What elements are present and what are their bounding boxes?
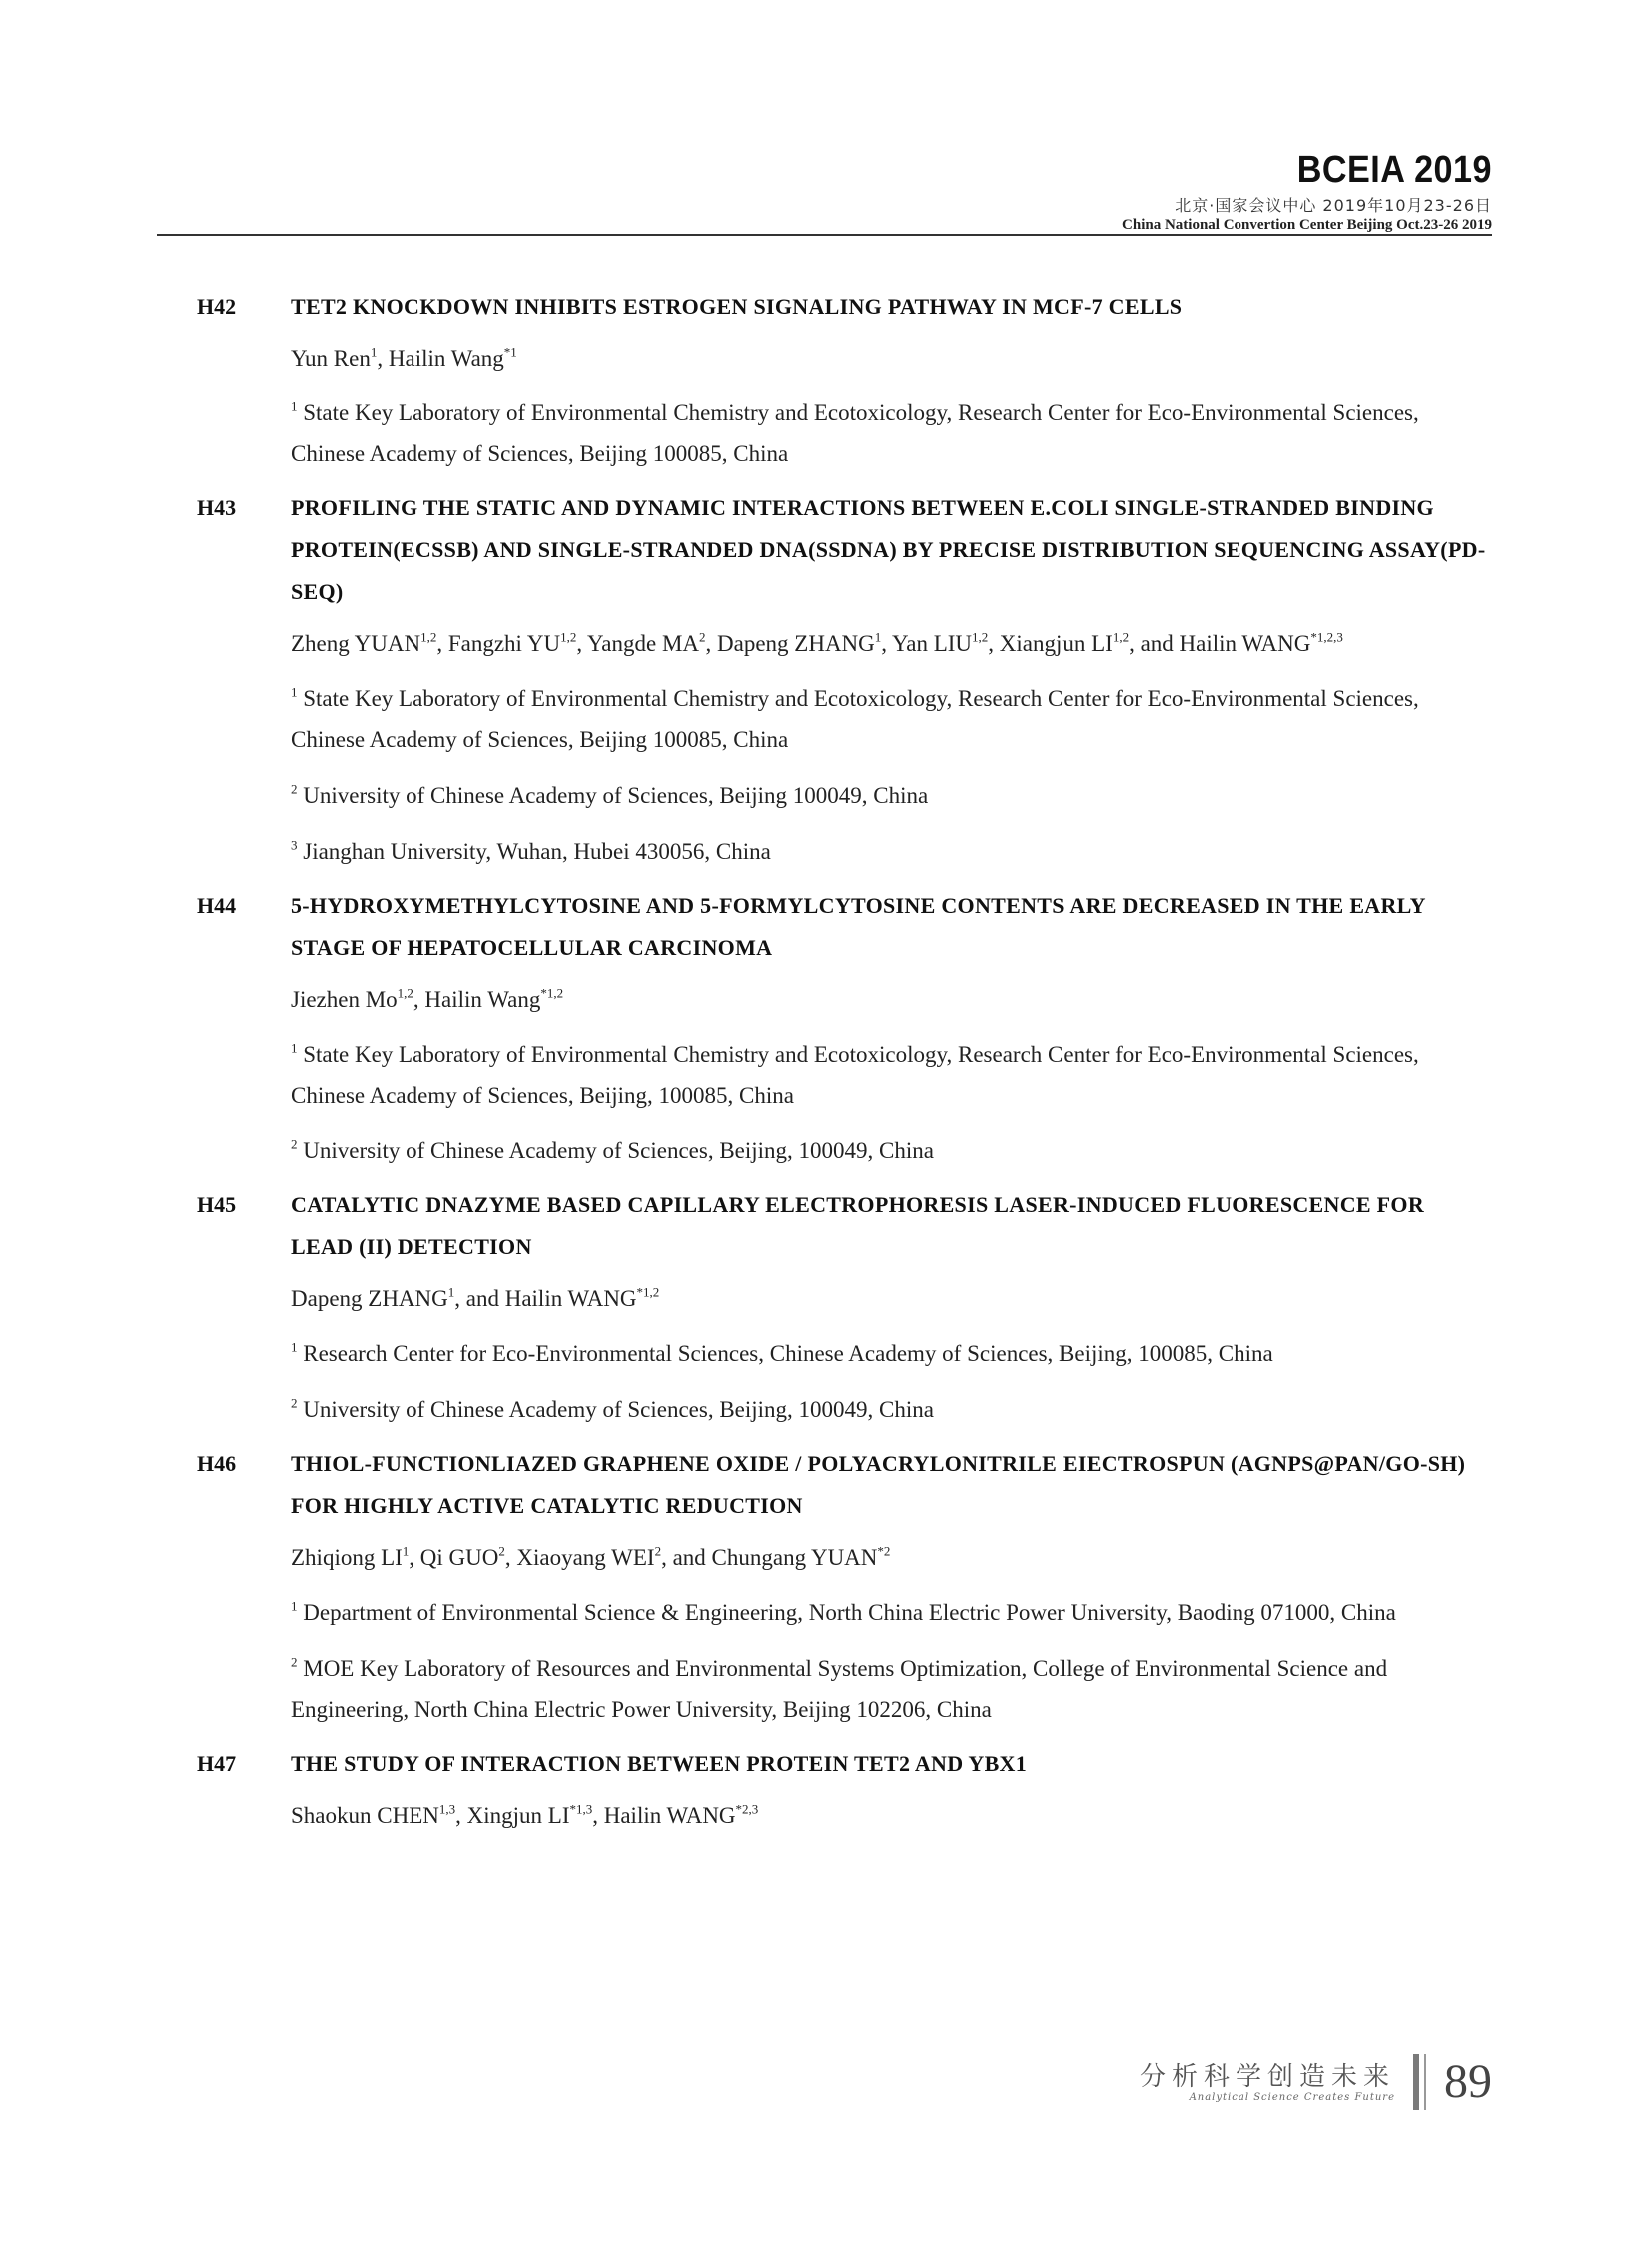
author-affiliation-mark: *1,3	[569, 1801, 593, 1817]
venue-chinese: 北京·国家会议中心 2019年10月23-26日	[1175, 196, 1492, 215]
affiliation	[291, 1130, 1492, 1171]
affiliation-number: 1	[291, 684, 298, 700]
affiliation	[291, 1648, 1492, 1730]
author-affiliation-mark: *1	[503, 344, 517, 360]
author-name: Yun Ren	[291, 346, 371, 371]
abstract-title: 5-HYDROXYMETHYLCYTOSINE AND 5-FORMYLCYTOSINE CONTENTS ARE DECREASED IN THE EARLY STAGE OF HEPATOCELLULAR CARCINOMA	[291, 893, 1426, 960]
author-affiliation-mark: 2	[699, 629, 706, 645]
author-affiliation-mark: 1,2	[420, 629, 437, 645]
author-name: and Hailin WANG	[465, 1286, 637, 1311]
abstract-list	[197, 286, 1492, 1850]
affiliation-number: 1	[291, 1040, 298, 1056]
abstract-title: TET2 KNOCKDOWN INHIBITS ESTROGEN SIGNALING PATHWAY IN MCF-7 CELLS	[291, 294, 1183, 319]
author-affiliation-mark: 2	[498, 1543, 505, 1559]
author-name: Hailin Wang	[388, 346, 504, 371]
author-affiliation-mark: *2,3	[735, 1801, 759, 1817]
affiliation	[291, 392, 1492, 474]
divider-bar-thin	[1424, 2054, 1426, 2110]
author-affiliation-mark: 1,2	[1112, 629, 1130, 645]
affiliation-number: 2	[291, 1654, 298, 1670]
author-name: Zhiqiong LI	[291, 1545, 403, 1570]
author-name: Zheng YUAN	[291, 631, 421, 656]
conference-brand: BCEIA 2019	[1296, 149, 1492, 191]
affiliation	[291, 1592, 1492, 1633]
author-affiliation-mark: *1,2	[540, 985, 564, 1001]
affiliation-number: 2	[291, 1136, 298, 1152]
abstract-title: CATALYTIC DNAZYME BASED CAPILLARY ELECTROPHORESIS LASER-INDUCED FLUORESCENCE FOR LEAD (II) DETECTION	[291, 1192, 1425, 1259]
slogan-english: Analytical Science Creates Future	[1189, 2091, 1395, 2103]
affiliation-text: Research Center for Eco-Environmental Sciences, Chinese Academy of Sciences, Beijing, 100085, China	[303, 1341, 1273, 1366]
author-affiliation-mark: 1,2	[397, 985, 413, 1001]
author-affiliation-mark: 1	[370, 344, 378, 360]
abstract-entry	[197, 286, 1492, 474]
abstract-title: PROFILING THE STATIC AND DYNAMIC INTERACTIONS BETWEEN E.COLI SINGLE-STRANDED BINDING PROTEIN(ECSSB) AND SINGLE-STRANDED DNA(SSDNA) BY PRECISE DISTRIBUTION SEQUENCING ASSAY(PD-SEQ)	[291, 495, 1486, 604]
affiliation	[291, 775, 1492, 816]
author-affiliation-mark: *2	[877, 1543, 891, 1559]
abstract-entry	[197, 487, 1492, 872]
author-list: Zheng YUAN$^{1,2}$, Fangzhi YU$^{1,2}$, Yangde $MA^2$, Dapeng ZHANG$^1$, Yan LIU$^{1,2}$, Xiangjun LI$^{1,2}$, and Hailin WANG$^{*1,2,3}$	[291, 629, 1343, 656]
abstract-id: H47	[197, 1751, 237, 1776]
author-name: and Chungang YUAN	[672, 1545, 878, 1570]
affiliation-text: MOE Key Laboratory of Resources and Environmental Systems Optimization, College of Environmental Science and Engineering, North China Electric Power University, Beijing 102206, China	[291, 1656, 1388, 1722]
affiliation-number: 1	[291, 398, 298, 414]
author-name: Dapeng ZHANG	[291, 1286, 448, 1311]
author-affiliation-mark: 1	[402, 1543, 410, 1559]
abstract-title: THE STUDY OF INTERACTION BETWEEN PROTEIN TET2 AND YBX1	[291, 1751, 1028, 1776]
abstract-id: H44	[197, 893, 237, 918]
author-list: Zhiqiong $LI^1$, Qi GUO$^2$, Xiaoyang WEI$^2$, and Chungang YUAN$^{*2}$	[291, 1543, 891, 1570]
author-list: Dapeng ZHANG$^1$, and Hailin WANG$^{*1,2}$	[291, 1284, 660, 1311]
author-name: Qi GUO	[419, 1545, 499, 1570]
author-list: Jiezhen Mo$^{1,2}$, Hailin Wang$^{*1,2}$	[291, 985, 564, 1012]
author-name: Jiezhen Mo	[291, 987, 398, 1012]
author-affiliation-mark: 1	[874, 629, 882, 645]
abstract-entry	[197, 1743, 1492, 1836]
author-affiliation-mark: 1,2	[560, 629, 577, 645]
author-affiliation-mark: 1,2	[972, 629, 989, 645]
page-number: 89	[1444, 2055, 1492, 2108]
author-affiliation-mark: 2	[654, 1543, 662, 1559]
abstract-id: H43	[197, 495, 237, 520]
author-name: Hailin WANG	[603, 1803, 736, 1828]
affiliation-number: 1	[291, 1598, 298, 1614]
author-name: Shaokun CHEN	[291, 1803, 439, 1828]
affiliation	[291, 1333, 1492, 1374]
affiliation	[291, 1389, 1492, 1430]
author-affiliation-mark: *1,2	[636, 1284, 660, 1300]
author-affiliation-mark: *1,2,3	[1310, 629, 1343, 645]
affiliation-text: Department of Environmental Science & Engineering, North China Electric Power University, Baoding 071000, China	[303, 1600, 1396, 1625]
affiliation-text: University of Chinese Academy of Sciences, Beijing 100049, China	[303, 783, 929, 808]
affiliation-text: State Key Laboratory of Environmental Chemistry and Ecotoxicology, Research Center for Eco-Environmental Sciences, Chinese Academy of Sciences, Beijing 100085, China	[291, 400, 1419, 466]
abstract-id: H46	[197, 1451, 237, 1476]
abstract-id: H42	[197, 294, 237, 319]
author-name: Fangzhi YU	[447, 631, 561, 656]
author-name: Xiangjun LI	[999, 631, 1113, 656]
affiliation	[291, 831, 1492, 872]
author-affiliation-mark: 1,3	[438, 1801, 456, 1817]
affiliation	[291, 678, 1492, 760]
author-name: Yan LIU	[891, 631, 973, 656]
author-name: and Hailin WANG	[1140, 631, 1311, 656]
author-name: Xingjun LI	[466, 1803, 570, 1828]
affiliation-number: 1	[291, 1339, 298, 1355]
abstract-id: H45	[197, 1192, 237, 1217]
abstract-entry	[197, 885, 1492, 1171]
author-affiliation-mark: 1	[447, 1284, 455, 1300]
abstract-entry	[197, 1443, 1492, 1730]
divider-bar-thick	[1413, 2054, 1419, 2110]
page-footer	[1140, 2047, 1492, 2117]
affiliation-number: 2	[291, 781, 298, 797]
affiliation-text: State Key Laboratory of Environmental Chemistry and Ecotoxicology, Research Center for Eco-Environmental Sciences, Chinese Academy of Sciences, Beijing 100085, China	[291, 686, 1419, 752]
slogan-chinese: 分析科学创造未来	[1139, 2061, 1395, 2092]
header-divider	[157, 234, 1492, 236]
footer-slogan	[1140, 2062, 1395, 2103]
author-list: Shaokun CHEN$^{1,3}$, Xingjun LI$^{*1,3}$, Hailin WANG$^{*2,3}$	[291, 1801, 759, 1828]
footer-divider-bars	[1413, 2054, 1426, 2110]
affiliation	[291, 1034, 1492, 1116]
affiliation-text: University of Chinese Academy of Sciences, Beijing, 100049, China	[303, 1397, 934, 1422]
author-name: Yangde MA	[586, 631, 700, 656]
affiliation-text: University of Chinese Academy of Sciences, Beijing, 100049, China	[303, 1138, 934, 1163]
venue-english: China National Convertion Center Beijing Oct.23-26 2019	[1122, 217, 1492, 233]
author-name: Dapeng ZHANG	[717, 631, 875, 656]
abstract-entry	[197, 1184, 1492, 1430]
author-list: Yun Ren$^1$, Hailin Wang$^{*1}$	[291, 344, 517, 371]
affiliation-number: 3	[291, 837, 298, 853]
author-name: Xiaoyang WEI	[516, 1545, 655, 1570]
affiliation-text: State Key Laboratory of Environmental Chemistry and Ecotoxicology, Research Center for Eco-Environmental Sciences, Chinese Academy of Sciences, Beijing, 100085, China	[291, 1042, 1419, 1108]
affiliation-number: 2	[291, 1395, 298, 1411]
affiliation-text: Jianghan University, Wuhan, Hubei 430056, China	[303, 839, 771, 864]
abstract-title: THIOL-FUNCTIONLIAZED GRAPHENE OXIDE / POLYACRYLONITRILE EIECTROSPUN (AGNPS@PAN/GO-SH) FOR HIGHLY ACTIVE CATALYTIC REDUCTION	[291, 1451, 1466, 1518]
author-name: Hailin Wang	[424, 987, 541, 1012]
page-header	[1122, 150, 1492, 234]
